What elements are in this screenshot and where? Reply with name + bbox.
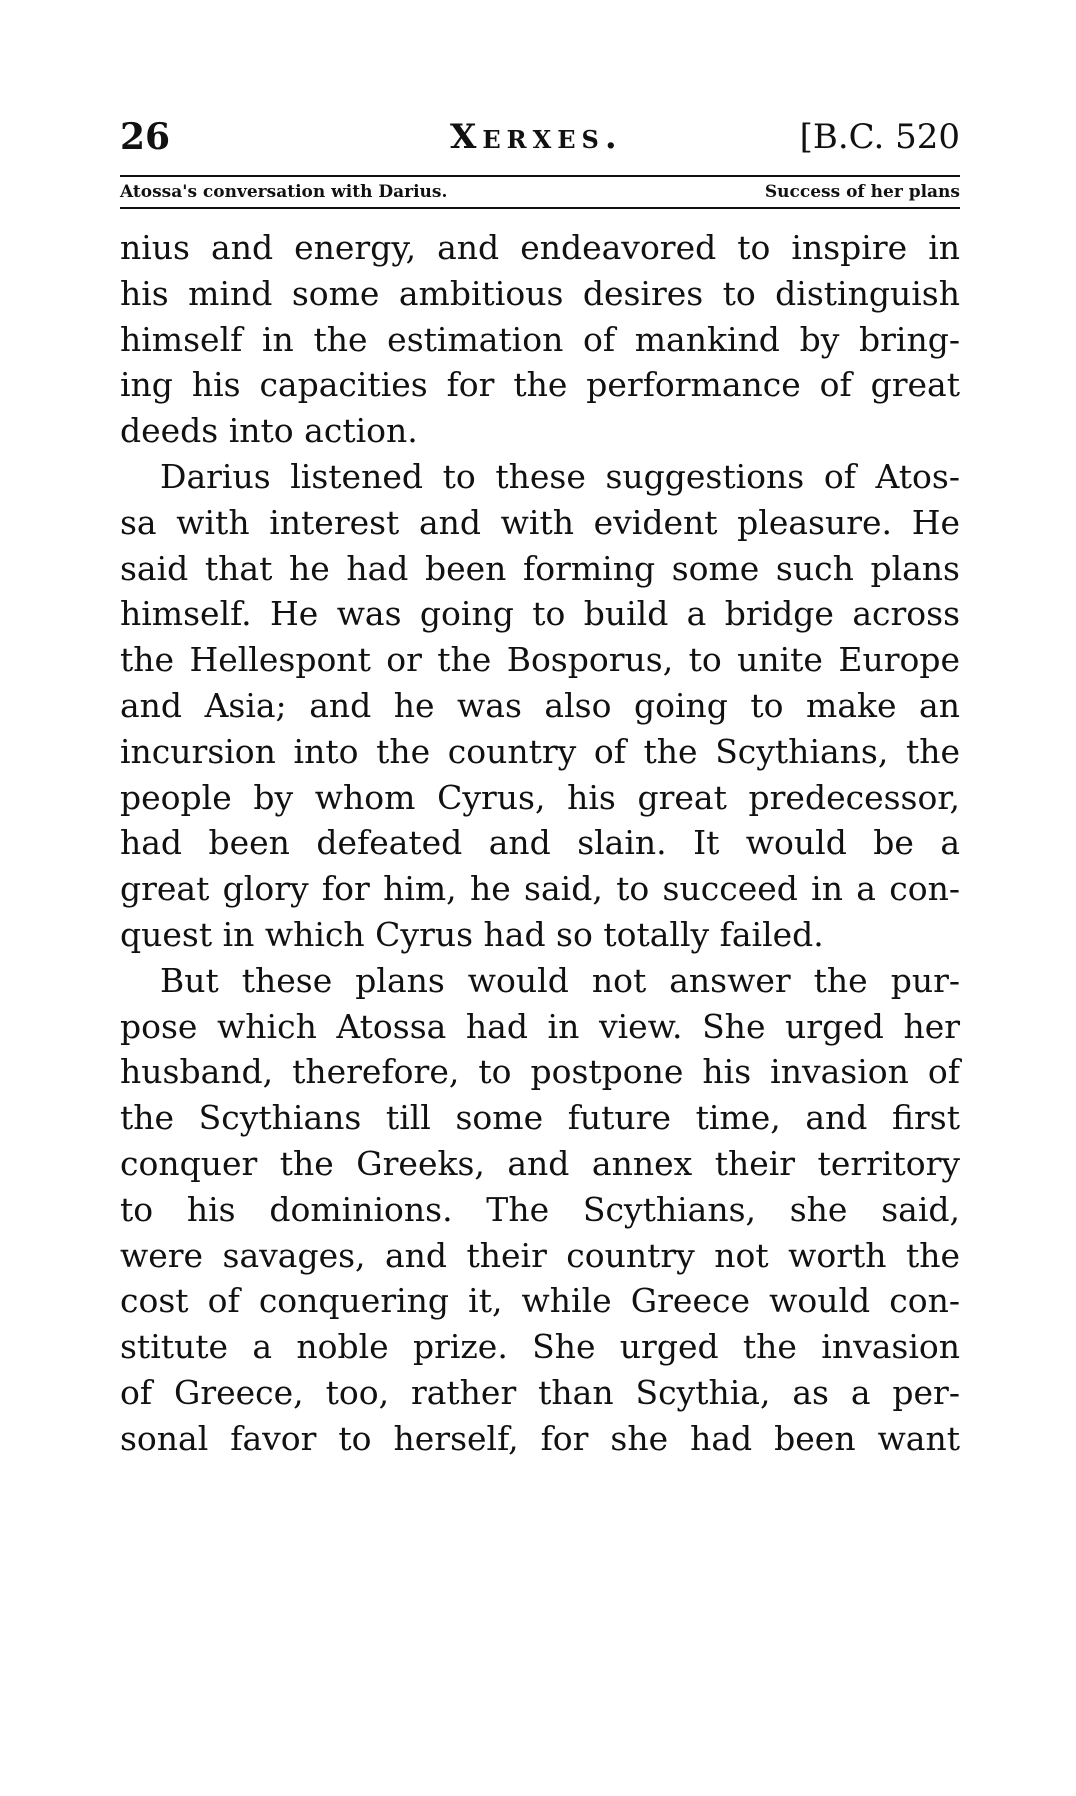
running-title: Xerxes. — [450, 117, 623, 157]
book-page — [120, 115, 960, 1462]
text-line: But these plans would not answer the pur- — [160, 960, 960, 1000]
body-text — [120, 225, 960, 1462]
text-line: the Scythians till some future time, and first — [120, 1098, 960, 1138]
text-line: his mind some ambitious desires to distinguish — [120, 273, 960, 313]
subheader-left: Atossa's conversation with Darius. — [120, 182, 448, 202]
text-line: conquer the Greeks, and annex their territory — [120, 1143, 960, 1183]
header-rule-bottom — [120, 207, 960, 209]
text-line: sa with interest and with evident pleasure. He — [120, 502, 960, 542]
text-line: cost of conquering it, while Greece would con- — [120, 1281, 960, 1321]
subheader-right: Success of her plans — [764, 182, 960, 202]
text-line: ing his capacities for the performance of great — [120, 365, 960, 405]
text-line: the Hellespont or the Bosporus, to unite Europe — [120, 640, 960, 680]
page-header — [120, 115, 960, 165]
text-line: incursion into the country of the Scythians, the — [120, 731, 960, 771]
text-line: sonal favor to herself, for she had been want — [120, 1418, 960, 1458]
date-marker: [B.C. 520 — [799, 117, 960, 157]
subheader — [120, 177, 960, 207]
text-line: husband, therefore, to postpone his invasion of — [120, 1052, 960, 1092]
text-line: to his dominions. The Scythians, she said, — [120, 1189, 960, 1229]
text-line: had been defeated and slain. It would be a — [120, 823, 960, 863]
text-line: pose which Atossa had in view. She urged her — [120, 1006, 960, 1046]
text-line: nius and energy, and endeavored to inspire in — [120, 228, 960, 267]
text-line: quest in which Cyrus had so totally failed. — [120, 914, 824, 954]
page-number: 26 — [120, 116, 171, 158]
paragraph-3 — [120, 958, 960, 1462]
text-line: people by whom Cyrus, his great predecessor, — [120, 777, 960, 817]
text-line: of Greece, too, rather than Scythia, as a per- — [120, 1372, 960, 1412]
text-line: deeds into action. — [120, 411, 418, 451]
text-line: great glory for him, he said, to succeed in a con- — [120, 869, 960, 909]
text-line: himself. He was going to build a bridge across — [120, 594, 960, 634]
text-line: stitute a noble prize. She urged the invasion — [120, 1327, 960, 1367]
text-line: himself in the estimation of mankind by bring- — [120, 319, 960, 359]
text-line: were savages, and their country not worth the — [120, 1235, 960, 1275]
text-line: and Asia; and he was also going to make an — [120, 685, 960, 725]
text-line: said that he had been forming some such plans — [120, 548, 960, 588]
paragraph-1 — [120, 225, 960, 454]
text-line: Darius listened to these suggestions of Atos- — [160, 456, 960, 496]
paragraph-2 — [120, 454, 960, 958]
